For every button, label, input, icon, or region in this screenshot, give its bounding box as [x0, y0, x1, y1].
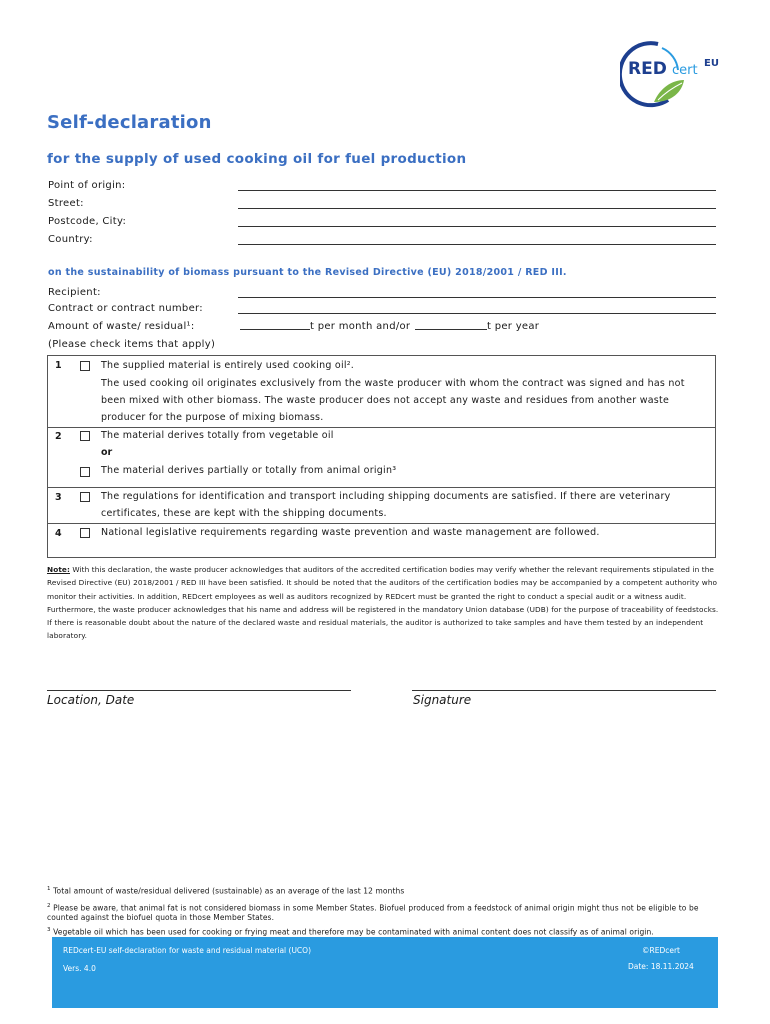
point-of-origin-label: Point of origin: — [48, 180, 126, 191]
amount-label: Amount of waste/ residual¹: — [48, 321, 195, 332]
street-label: Street: — [48, 198, 84, 209]
footer-copyright: ©REDcert — [642, 946, 680, 955]
item-4-line1: National legislative requirements regarding waste prevention and waste management are followed. — [101, 527, 600, 538]
footnote-2 — [47, 902, 727, 923]
item-1-line1: The supplied material is entirely used cooking oil². — [101, 360, 355, 371]
footnote-1-text: Total amount of waste/residual delivered (sustainable) as an average of the last 12 months — [50, 886, 405, 896]
footnote-1 — [47, 885, 727, 896]
item-1-checkbox[interactable] — [80, 361, 90, 371]
row-number: 2 — [55, 431, 62, 442]
postcode-city-label: Postcode, City: — [48, 216, 127, 227]
declaration-row-4 — [48, 524, 715, 557]
footnote-2-text: Please be aware, that animal fat is not considered biomass in some Member States. Biofuel produced from a feedstock of animal origin might thus not be eligible to be counted against the biofuel quota in those Member States. — [47, 903, 699, 922]
recipient-label: Recipient: — [48, 287, 101, 298]
row-number: 3 — [55, 492, 62, 503]
page-subtitle: for the supply of used cooking oil for fuel production — [47, 151, 467, 167]
postcode-city-line[interactable] — [238, 226, 716, 227]
note-label: Note: — [47, 565, 70, 574]
point-of-origin-field[interactable] — [48, 180, 716, 198]
country-line[interactable] — [238, 244, 716, 245]
footer-version: Vers. 4.0 — [63, 964, 96, 973]
item-3-checkbox[interactable] — [80, 492, 90, 502]
logo-red-text: RED — [628, 59, 667, 79]
footer-date: Date: 18.11.2024 — [628, 962, 694, 971]
amount-per-month-label: t per month and/or — [310, 321, 411, 332]
page-title: Self-declaration — [47, 112, 212, 133]
item-2a-checkbox[interactable] — [80, 431, 90, 441]
declaration-row-3 — [48, 488, 715, 524]
logo-cert-text: cert — [672, 63, 698, 78]
footnote-3 — [47, 926, 727, 937]
footnote-2-mark: 2 — [47, 903, 51, 909]
amount-per-month-blank[interactable] — [240, 321, 310, 330]
item-3-line1: The regulations for identification and transport including shipping documents are satisfied. If there are veterinary certificates, these are kept with the shipping documents. — [101, 491, 671, 519]
row-number: 1 — [55, 360, 62, 371]
footer-doc-title: REDcert-EU self-declaration for waste and residual material (UCO) — [63, 946, 311, 955]
redcert-eu-logo — [620, 40, 732, 110]
location-date-label: Location, Date — [47, 693, 135, 707]
contract-line[interactable] — [238, 313, 716, 314]
point-of-origin-line[interactable] — [238, 190, 716, 191]
country-field[interactable] — [48, 234, 716, 252]
item-2-line2: The material derives partially or totally from animal origin³ — [101, 465, 397, 476]
declaration-row-1 — [48, 356, 715, 428]
recipient-line[interactable] — [238, 297, 716, 298]
redcert-logo-graphic — [620, 40, 732, 110]
country-label: Country: — [48, 234, 93, 245]
amount-per-year-blank[interactable] — [415, 321, 487, 330]
declaration-row-2 — [48, 428, 715, 488]
note-text: With this declaration, the waste producer acknowledges that auditors of the accredited certification bodies may verify whether the relevant requirements stipulated in the Revised Directive (EU) 2018/2001 / RED III have been satisfied. It should be noted that the auditors of the certification bodies may be accompanied by a competent authority who monitor their activities. In addition, REDcert employees as well as auditors recognized by REDcert must be granted the right to conduct a special audit or a witness audit. Furthermore, the waste producer acknowledges that his name and address will be registered in the mandatory Union database (UDB) for the purpose of traceability of feedstocks. If there is reasonable doubt about the nature of the declared waste and residual materials, the auditor is authorized to take samples and have them tested by an independent laboratory. — [47, 565, 719, 641]
sustainability-heading: on the sustainability of biomass pursuant to the Revised Directive (EU) 2018/2001 / RED III. — [48, 267, 567, 278]
item-2-or: or — [101, 447, 113, 458]
location-date-line[interactable] — [47, 690, 351, 691]
signature-label: Signature — [413, 693, 472, 707]
signature-line[interactable] — [412, 690, 716, 691]
contract-field[interactable] — [48, 303, 716, 321]
item-2b-checkbox[interactable] — [80, 467, 90, 477]
contract-label: Contract or contract number: — [48, 303, 203, 314]
note-paragraph — [47, 563, 723, 643]
footnote-1-mark: 1 — [47, 886, 51, 892]
street-field[interactable] — [48, 198, 716, 216]
row-number: 4 — [55, 528, 62, 539]
check-instruction: (Please check items that apply) — [48, 339, 216, 350]
item-2-line1: The material derives totally from vegetable oil — [101, 430, 334, 441]
declaration-table — [47, 355, 716, 558]
street-line[interactable] — [238, 208, 716, 209]
postcode-city-field[interactable] — [48, 216, 716, 234]
item-1-line2: The used cooking oil originates exclusively from the waste producer with whom the contract was signed and has not been mixed with other biomass. The waste producer does not accept any waste and residues from another waste producer for the purpose of mixing biomass. — [101, 378, 685, 423]
item-4-checkbox[interactable] — [80, 528, 90, 538]
logo-eu-text: EU — [704, 58, 719, 69]
footnote-3-mark: 3 — [47, 927, 51, 933]
amount-per-year-label: t per year — [487, 321, 540, 332]
footer-band — [52, 937, 718, 1008]
footnote-3-text: Vegetable oil which has been used for cooking or frying meat and therefore may be contaminated with animal content does not classify as of animal origin. — [50, 927, 654, 937]
